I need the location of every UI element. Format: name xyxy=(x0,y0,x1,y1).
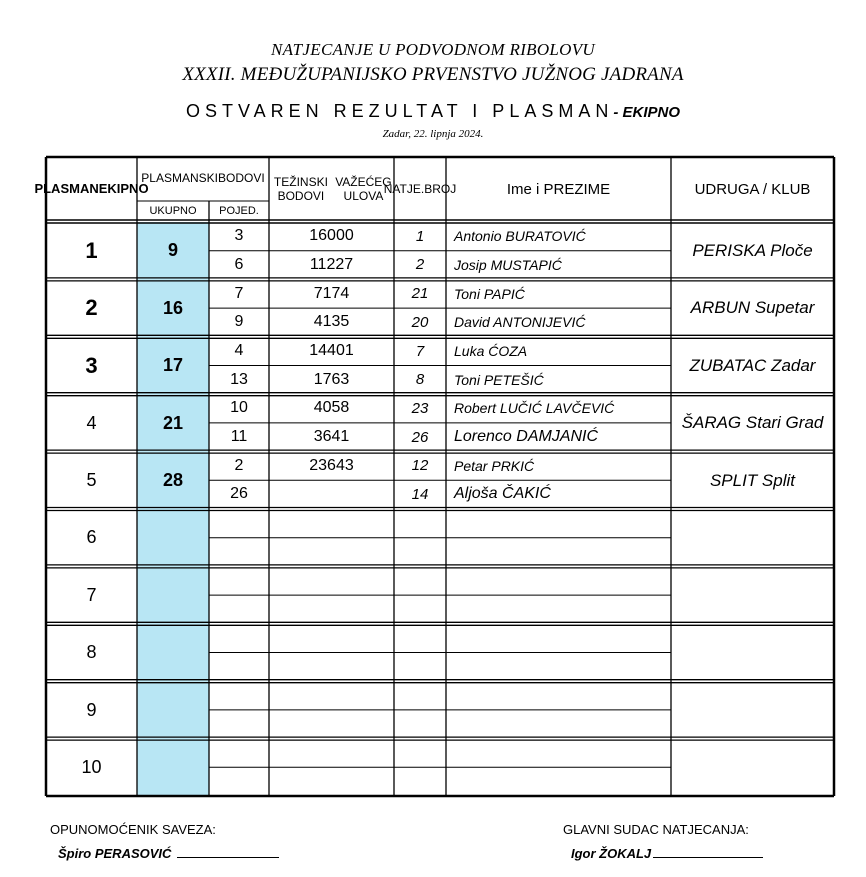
member-name: Robert LUČIĆ LAVČEVIĆ xyxy=(454,400,615,417)
member-name: Aljoša ČAKIĆ xyxy=(454,485,551,503)
member-weight-points xyxy=(269,480,394,509)
header-line: BODOVI xyxy=(218,171,265,186)
member-individual-points xyxy=(209,767,269,796)
member-name xyxy=(446,566,671,595)
member-weight-points xyxy=(269,566,394,595)
member-weight-points: 11227 xyxy=(309,255,354,273)
team-club xyxy=(671,739,834,796)
member-name: Josip MUSTAPIĆ xyxy=(454,256,562,273)
member-name: David ANTONIJEVIĆ xyxy=(454,314,586,331)
ukupno-header: UKUPNO xyxy=(149,205,197,218)
header-line: NATJE. xyxy=(383,181,425,196)
member-individual-points: 26 xyxy=(230,485,248,503)
team-club: SPLIT Split xyxy=(709,470,796,490)
member-individual-points: 3 xyxy=(234,227,244,245)
member-competitor-number xyxy=(394,653,446,682)
member-competitor-number xyxy=(394,538,446,567)
member-name xyxy=(446,739,671,768)
member-weight-points xyxy=(269,595,394,624)
member-competitor-number: 8 xyxy=(415,371,425,389)
authorized-signature xyxy=(50,845,279,861)
member-weight-points xyxy=(269,653,394,682)
member-competitor-number: 2 xyxy=(415,256,425,274)
member-individual-points xyxy=(209,710,269,739)
team-place: 7 xyxy=(86,584,97,605)
member-individual-points: 6 xyxy=(234,255,244,273)
member-weight-points xyxy=(269,739,394,768)
member-individual-points xyxy=(209,739,269,768)
team-place: 10 xyxy=(81,756,102,777)
authorized-label: OPUNOMOĆENIK SAVEZA: xyxy=(50,822,216,837)
member-individual-points: 13 xyxy=(230,370,248,388)
team-total-points: 21 xyxy=(162,412,184,433)
member-name xyxy=(446,653,671,682)
footer-left xyxy=(50,822,279,861)
name-header: Ime i PREZIME xyxy=(506,180,611,198)
signature-line xyxy=(653,845,763,858)
member-weight-points: 1763 xyxy=(313,370,350,388)
natje-broj-header xyxy=(383,157,457,222)
team-total-points xyxy=(137,566,209,623)
team-club: PERISKA Ploče xyxy=(692,240,813,260)
member-weight-points: 14401 xyxy=(309,341,354,359)
member-individual-points xyxy=(209,624,269,653)
authorized-name: Špiro PERASOVIĆ xyxy=(58,846,172,861)
member-weight-points: 16000 xyxy=(309,227,354,245)
member-weight-points xyxy=(269,538,394,567)
member-name xyxy=(446,624,671,653)
member-name: Toni PETEŠIĆ xyxy=(454,371,544,388)
championship-title: XXXII. MEĐUŽUPANIJSKO PRVENSTVO JUŽNOG JADRANA xyxy=(182,64,684,85)
member-name: Antonio BURATOVIĆ xyxy=(454,228,586,245)
member-competitor-number xyxy=(394,624,446,653)
member-name: Lorenco DAMJANIĆ xyxy=(454,428,599,446)
team-total-points: 17 xyxy=(162,355,184,376)
header-line: BROJ xyxy=(424,181,457,196)
member-individual-points xyxy=(209,566,269,595)
member-name xyxy=(446,538,671,567)
team-club xyxy=(671,566,834,623)
member-competitor-number: 21 xyxy=(411,285,429,303)
member-competitor-number xyxy=(394,566,446,595)
member-name xyxy=(446,710,671,739)
member-individual-points xyxy=(209,538,269,567)
member-weight-points: 23643 xyxy=(309,456,354,474)
team-place: 9 xyxy=(86,699,97,720)
team-total-points xyxy=(137,509,209,566)
team-place: 2 xyxy=(85,295,98,321)
member-competitor-number: 23 xyxy=(411,399,429,417)
member-name xyxy=(446,595,671,624)
team-club: ZUBATAC Zadar xyxy=(689,355,816,375)
footer-right xyxy=(563,822,763,861)
member-name: Luka ĆOZA xyxy=(454,343,528,360)
member-competitor-number: 7 xyxy=(415,342,425,360)
team-place: 5 xyxy=(86,469,97,490)
member-competitor-number xyxy=(394,767,446,796)
member-name xyxy=(446,767,671,796)
member-weight-points: 3641 xyxy=(313,428,350,446)
judge-name: Igor ŽOKALJ xyxy=(571,846,652,861)
signature-line xyxy=(177,845,279,858)
member-weight-points: 7174 xyxy=(313,284,350,302)
member-weight-points: 4135 xyxy=(313,313,350,331)
member-individual-points: 10 xyxy=(230,399,248,417)
member-individual-points: 11 xyxy=(230,428,248,446)
plasmanski-bodovi-header xyxy=(137,157,269,201)
member-weight-points xyxy=(269,681,394,710)
header-line: TEŽINSKI BODOVI xyxy=(273,174,328,203)
header-line: EKIPNO xyxy=(98,181,149,197)
header-line: PLASMAN xyxy=(34,181,99,197)
event-date: Zadar, 22. lipnja 2024. xyxy=(382,128,484,140)
member-competitor-number: 20 xyxy=(411,313,429,331)
team-place: 1 xyxy=(85,238,98,264)
member-individual-points xyxy=(209,509,269,538)
team-total-points: 28 xyxy=(162,469,184,490)
member-competitor-number xyxy=(394,509,446,538)
team-total-points xyxy=(137,624,209,681)
results-title-suffix: - EKIPNO xyxy=(613,104,681,121)
member-individual-points: 7 xyxy=(234,284,244,302)
header-line: PLASMANSKI xyxy=(141,171,218,186)
member-name: Toni PAPIĆ xyxy=(454,285,525,302)
team-club xyxy=(671,681,834,738)
member-name xyxy=(446,509,671,538)
pojed-header: POJED. xyxy=(219,205,259,218)
header-line: VAŽEĆEG ULOVA xyxy=(335,174,392,203)
team-club: ARBUN Supetar xyxy=(690,298,815,318)
member-individual-points xyxy=(209,681,269,710)
team-total-points: 9 xyxy=(167,240,178,261)
judge-label: GLAVNI SUDAC NATJECANJA: xyxy=(563,822,749,837)
team-place: 3 xyxy=(85,352,98,378)
member-individual-points: 2 xyxy=(234,456,244,474)
member-competitor-number xyxy=(394,681,446,710)
team-total-points: 16 xyxy=(162,297,184,318)
member-competitor-number xyxy=(394,739,446,768)
member-competitor-number: 1 xyxy=(415,227,425,245)
member-name: Petar PRKIĆ xyxy=(454,457,535,474)
plasman-ekipno-header xyxy=(34,157,149,222)
member-competitor-number xyxy=(394,595,446,624)
member-competitor-number: 12 xyxy=(411,457,429,475)
member-competitor-number: 26 xyxy=(411,428,429,446)
tezinski-bodovi-header xyxy=(269,157,394,222)
team-place: 4 xyxy=(86,412,97,433)
member-competitor-number xyxy=(394,710,446,739)
member-individual-points: 9 xyxy=(234,313,244,331)
team-club xyxy=(671,509,834,566)
team-place: 8 xyxy=(86,642,97,663)
member-weight-points xyxy=(269,624,394,653)
team-club: ŠARAG Stari Grad xyxy=(681,413,824,433)
member-individual-points xyxy=(209,595,269,624)
member-individual-points xyxy=(209,653,269,682)
member-weight-points xyxy=(269,710,394,739)
club-header: UDRUGA / KLUB xyxy=(694,180,811,198)
results-title-main: OSTVAREN REZULTAT I PLASMAN xyxy=(185,101,614,121)
member-weight-points: 4058 xyxy=(313,399,350,417)
competition-title: NATJECANJE U PODVODNOM RIBOLOVU xyxy=(270,40,596,59)
member-name xyxy=(446,681,671,710)
team-place: 6 xyxy=(86,527,97,548)
member-weight-points xyxy=(269,509,394,538)
team-total-points xyxy=(137,681,209,738)
member-individual-points: 4 xyxy=(234,341,244,359)
team-total-points xyxy=(137,739,209,796)
judge-signature xyxy=(563,845,763,861)
team-club xyxy=(671,624,834,681)
member-weight-points xyxy=(269,767,394,796)
member-competitor-number: 14 xyxy=(411,486,429,504)
